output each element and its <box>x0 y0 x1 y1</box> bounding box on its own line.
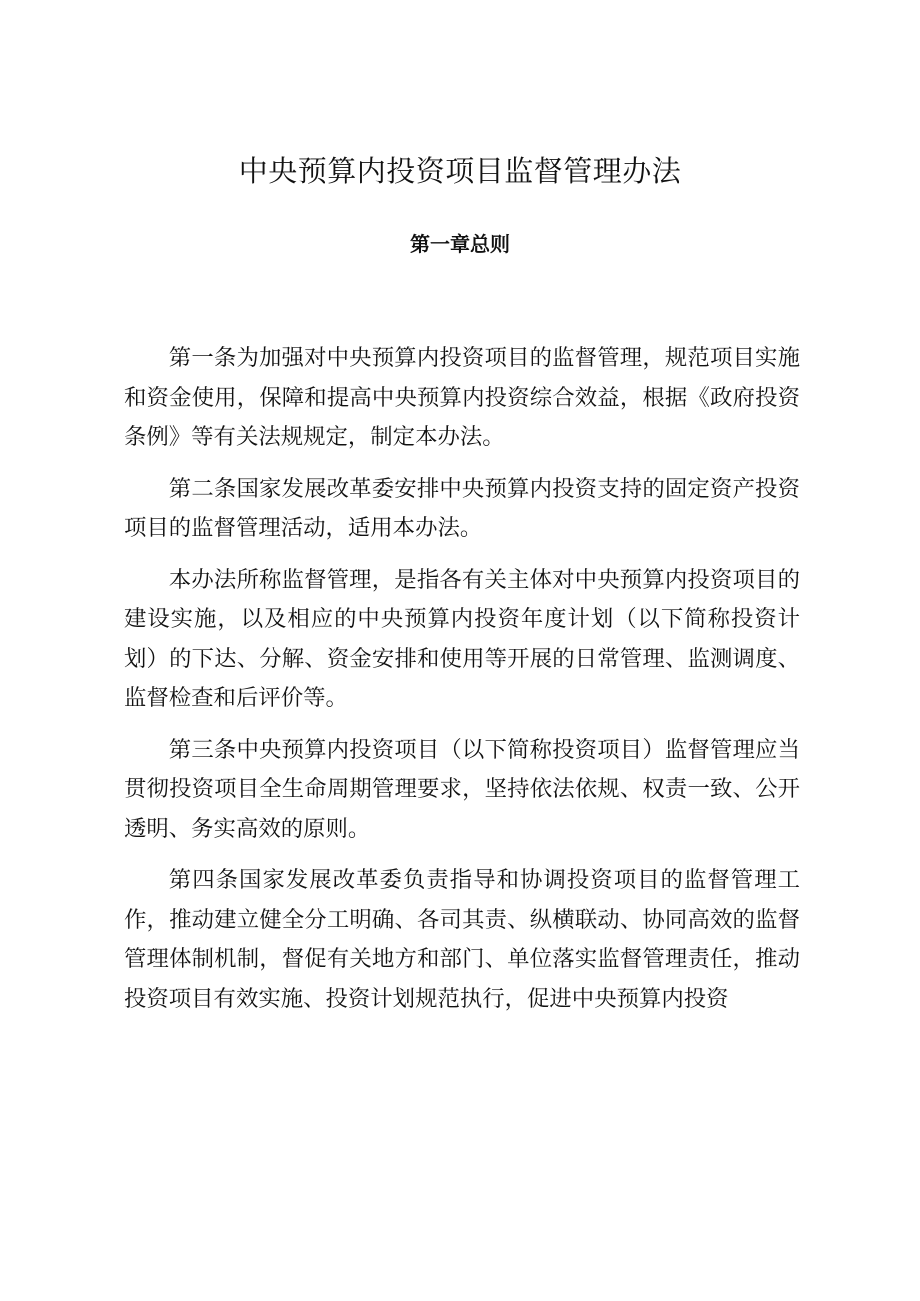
paragraph-article-4: 第四条国家发展改革委负责指导和协调投资项目的监督管理工作，推动建立健全分工明确、各司其责、纵横联动、协同高效的监督管理体制机制，督促有关地方和部门、单位落实监督管理责任，推动投资项目有效实施、投资计划规范执行，促进中央预算内投资 <box>124 867 800 1012</box>
paragraph-article-2: 第二条国家发展改革委安排中央预算内投资支持的固定资产投资项目的监督管理活动，适用本办法。 <box>124 475 800 541</box>
document-body <box>124 339 800 1031</box>
paragraph-article-3: 第三条中央预算内投资项目（以下简称投资项目）监督管理应当贯彻投资项目全生命周期管理要求，坚持依法依规、权责一致、公开透明、务实高效的原则。 <box>124 736 800 842</box>
chapter-heading: 第一章总则 <box>410 232 510 256</box>
document-title: 中央预算内投资项目监督管理办法 <box>238 154 682 188</box>
paragraph-article-1: 第一条为加强对中央预算内投资项目的监督管理，规范项目实施和资金使用，保障和提高中央预算内投资综合效益，根据《政府投资条例》等有关法规规定，制定本办法。 <box>124 345 800 450</box>
paragraph-definition: 本办法所称监督管理，是指各有关主体对中央预算内投资项目的建设实施，以及相应的中央预算内投资年度计划（以下简称投资计划）的下达、分解、资金安排和使用等开展的日常管理、监测调度、监督检查和后评价等。 <box>124 566 800 711</box>
